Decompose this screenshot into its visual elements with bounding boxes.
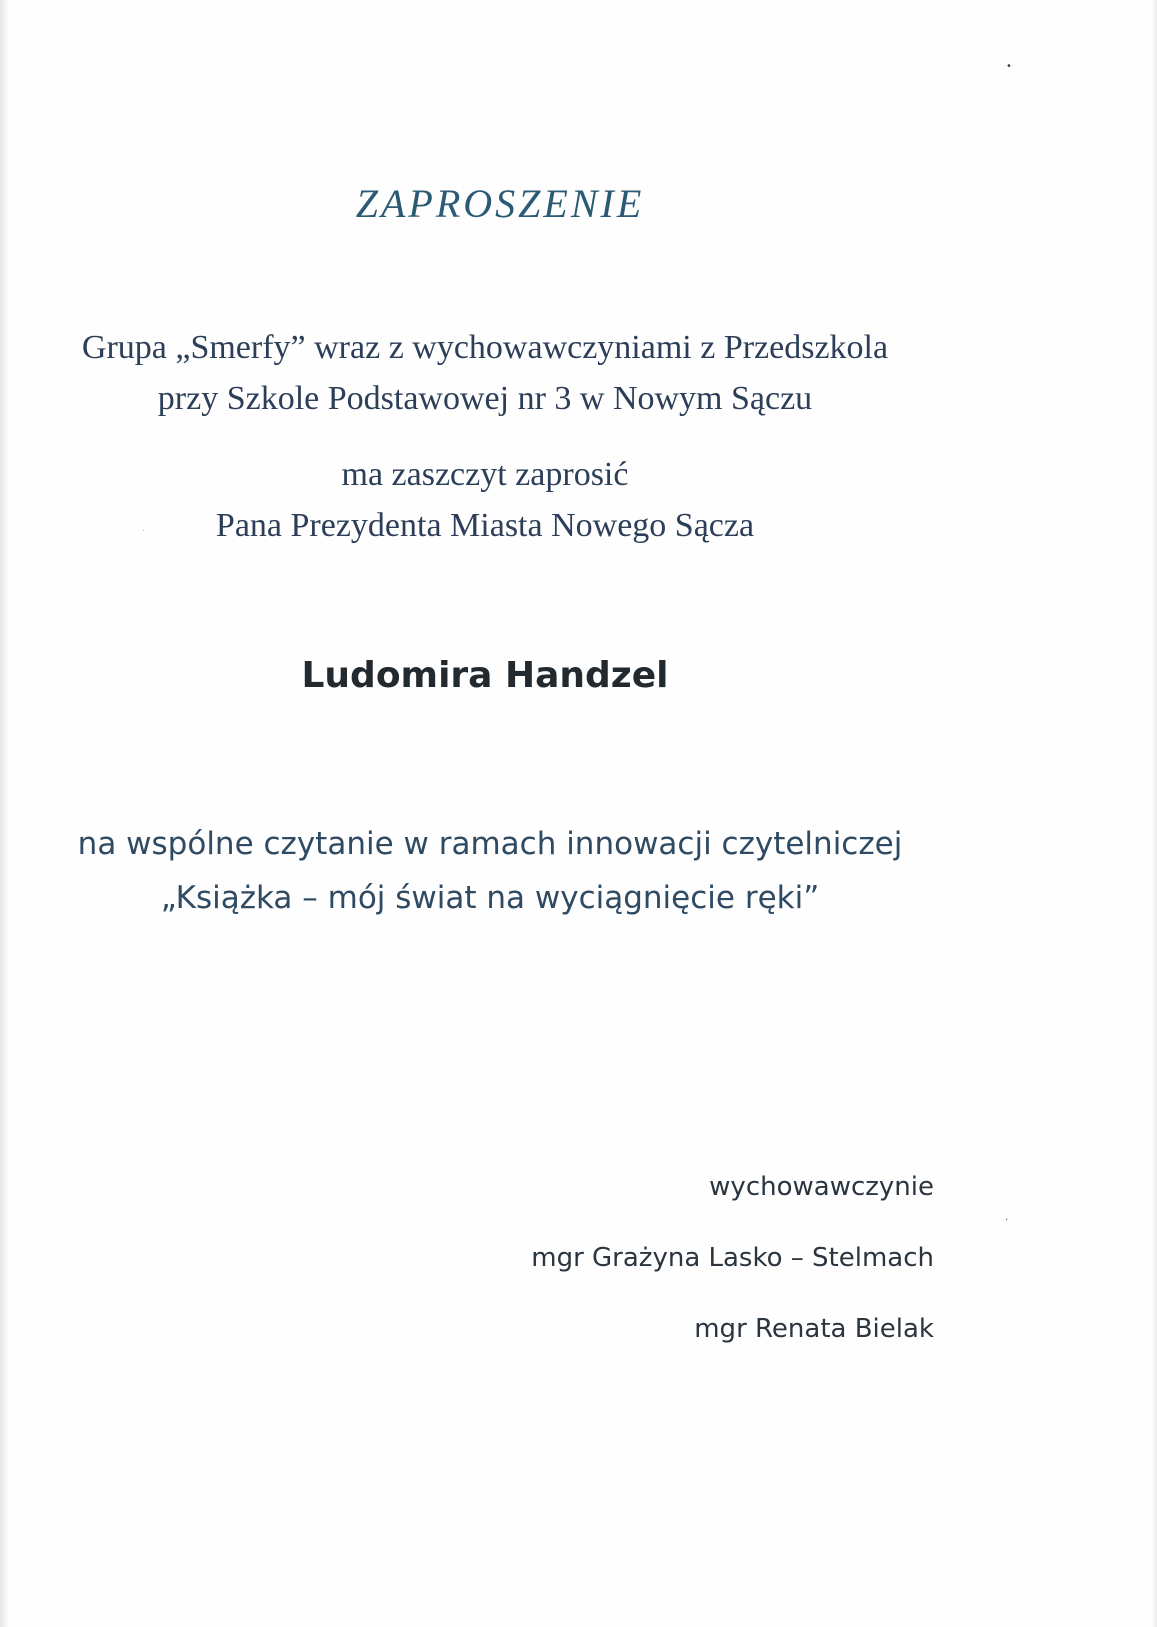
invite-line-2: Pana Prezydenta Miasta Nowego Sącza <box>215 507 755 544</box>
signature-teacher-1: mgr Grażyna Lasko – Stelmach <box>531 1243 934 1273</box>
invite-line-1: ma zaszczyt zaprosić <box>341 456 629 493</box>
intro-line-2: przy Szkole Podstawowej nr 3 w Nowym Sączu <box>157 380 813 417</box>
scan-edge-right <box>1151 0 1157 1627</box>
invitation-title: ZAPROSZENIE <box>355 181 645 226</box>
intro-line-1: Grupa „Smerfy” wraz z wychowawczyniami z Przedszkola <box>81 329 889 366</box>
event-line-2: „Książka – mój świat na wyciągnięcie ręki” <box>160 880 820 916</box>
guest-name: Ludomira Handzel <box>301 655 669 696</box>
scan-speck: · <box>1005 1215 1009 1226</box>
scan-speck: • <box>1006 61 1012 72</box>
signature-role: wychowawczynie <box>709 1172 934 1202</box>
scan-edge-left <box>0 0 8 1627</box>
signature-teacher-2: mgr Renata Bielak <box>694 1314 934 1344</box>
scan-speck: · <box>142 526 146 537</box>
event-line-1: na wspólne czytanie w ramach innowacji czytelniczej <box>77 826 903 862</box>
